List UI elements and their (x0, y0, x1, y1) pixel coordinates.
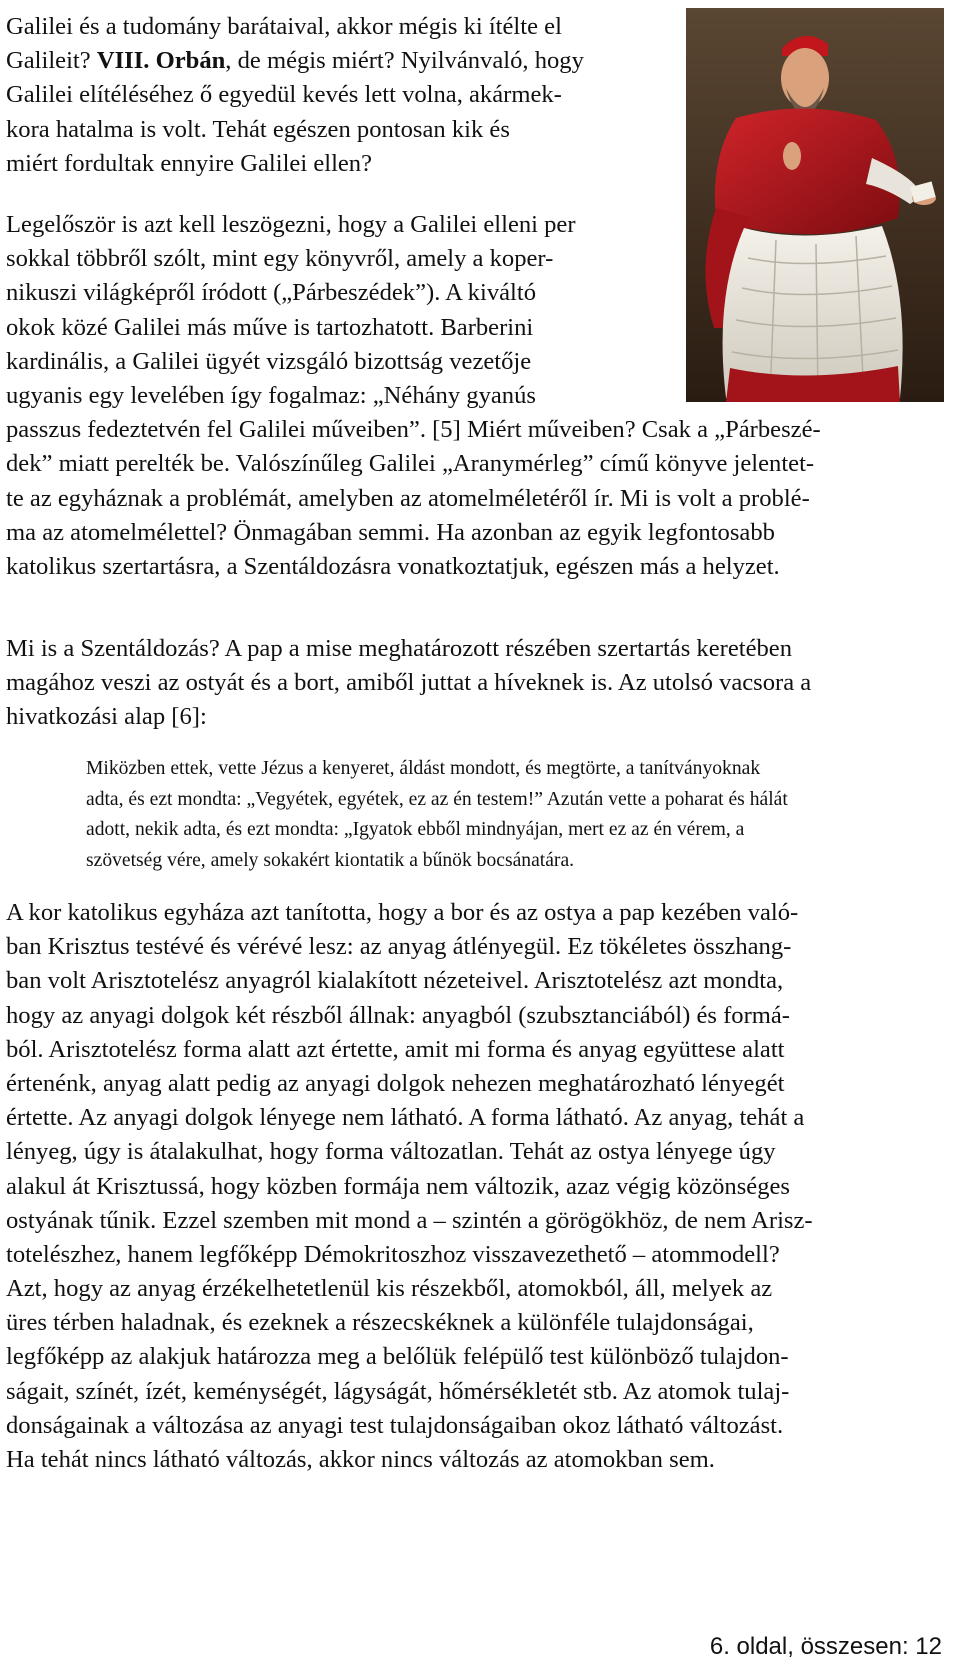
text-line: A kor katolikus egyháza azt tanította, hogy a bor és az ostya a pap kezében való- (6, 899, 799, 926)
bold-name: VIII. Orbán (96, 47, 226, 75)
text-line: Azt, hogy az anyag érzékelhetetlenül kis részekből, atomokból, áll, melyek az (6, 1275, 773, 1303)
text-line: ban Krisztus testévé és vérévé lesz: az anyag átlényegül. Ez tökéletes összhang- (6, 933, 792, 961)
text-line-with-bold (6, 44, 584, 78)
text-line: donságainak a változása az anyagi test tulajdonságaiban okoz látható változást. (6, 1411, 784, 1439)
text-line: legfőképp az alakjuk határozza meg a belőlük felépülő test különböző tulajdon- (6, 1343, 789, 1371)
text-line: Galilei és a tudomány barátaival, akkor mégis ki ítélte el (6, 13, 562, 40)
text-line: ban volt Arisztotelész anyagról kialakított nézeteivel. Arisztotelész azt mondta, (6, 967, 784, 995)
page-number: 6. oldal, összesen: 12 (709, 1633, 942, 1660)
text-line: lényeg, úgy is átalakulhat, hogy forma változatlan. Tehát az ostya lényege úgy (6, 1138, 776, 1166)
quote-line: adta, és ezt mondta: „Vegyétek, egyétek, ez az én testem!” Azután vette a poharat és hálát (86, 788, 788, 810)
text-line: miért fordultak ennyire Galilei ellen? (6, 149, 373, 177)
text-line: kora hatalma is volt. Tehát egészen pontosan kik és (6, 115, 510, 143)
text-line: Legelőször is azt kell leszögezni, hogy a Galilei elleni per (6, 211, 576, 238)
text-line: te az egyháznak a problémát, amelyben az atomelméletéről ír. Mi is volt a problé- (6, 484, 810, 512)
text-line: ugyanis egy levelében így fogalmaz: „Néhány gyanús (6, 381, 536, 409)
text-line: sokkal többről szólt, mint egy könyvről, amely a koper- (6, 245, 554, 273)
text-line: alakul át Krisztussá, hogy közben formája nem változik, azaz végig közönséges (6, 1172, 790, 1200)
text-line: kardinális, a Galilei ügyét vizsgáló bizottság vezetője (6, 347, 532, 375)
text-line: Ha tehát nincs látható változás, akkor nincs változás az atomokban sem. (6, 1446, 715, 1473)
text-line: hivatkozási alap [6]: (6, 703, 207, 731)
text-line: értenénk, anyag alatt pedig az anyagi dolgok nehezen meghatározható lényegét (6, 1069, 785, 1097)
text-line: passzus fedeztetvén fel Galilei műveiben”. [5] Miért műveiben? Csak a „Párbeszé- (6, 416, 821, 444)
block-quote (86, 754, 788, 876)
paragraph-trial (6, 208, 821, 584)
text-line: értette. Az anyagi dolgok lényege nem látható. A forma látható. Az anyag, tehát a (6, 1104, 805, 1132)
text-line: nikuszi világképről íródott („Párbeszédek”). A kiváltó (6, 279, 536, 307)
text-line: totelészhez, hanem legfőképp Démokritoszhoz visszavezethető – atommodell? (6, 1240, 780, 1268)
text-line: magához veszi az ostyát és a bort, amiből juttat a híveknek is. Az utolsó vacsora a (6, 669, 812, 697)
text-line: okok közé Galilei más műve is tartozhatott. Barberini (6, 313, 534, 341)
paragraph-intro (6, 10, 584, 181)
text-fragment: Galileit? (6, 47, 97, 75)
text-line: Galilei elítéléséhez ő egyedül kevés lett volna, akármek- (6, 81, 562, 109)
text-line: ostyának tűnik. Ezzel szemben mit mond a – szintén a görögökhöz, de nem Arisz- (6, 1206, 813, 1234)
text-line: ságait, színét, ízét, keménységét, lágyságát, hőmérsékletét stb. Az atomok tulaj- (6, 1377, 790, 1405)
text-line: ma az atomelmélettel? Önmagában semmi. Ha azonban az egyik legfontosabb (6, 518, 775, 546)
text-line: üres térben haladnak, és ezeknek a részecskéknek a különféle tulajdonságai, (6, 1309, 754, 1337)
text-line: katolikus szertartásra, a Szentáldozásra vonatkoztatjuk, egészen más a helyzet. (6, 552, 780, 580)
text-line: hogy az anyagi dolgok két részből állnak: anyagból (szubsztanciából) és formá- (6, 1001, 790, 1029)
quote-line: Miközben ettek, vette Jézus a kenyeret, áldást mondott, és megtörte, a tanítványoknak (86, 758, 761, 779)
paragraph-communion (6, 632, 811, 735)
quote-line: adott, nekik adta, és ezt mondta: „Igyatok ebből mindnyájan, mert ez az én vérem, a (86, 819, 745, 840)
text-line: ból. Arisztotelész forma alatt azt értette, amit mi forma és anyag együttese alatt (6, 1035, 785, 1063)
quote-line: szövetség vére, amely sokakért kiontatik a bűnök bocsánatára. (86, 849, 575, 871)
text-line: Mi is a Szentáldozás? A pap a mise meghatározott részében szertartás keretében (6, 635, 792, 662)
text-line: dek” miatt perelték be. Valószínűleg Galilei „Aranymérleg” című könyve jelentet- (6, 450, 815, 478)
text-fragment: , de mégis miért? Nyilvánvaló, hogy (225, 47, 584, 75)
paragraph-transubstantiation (6, 896, 813, 1477)
